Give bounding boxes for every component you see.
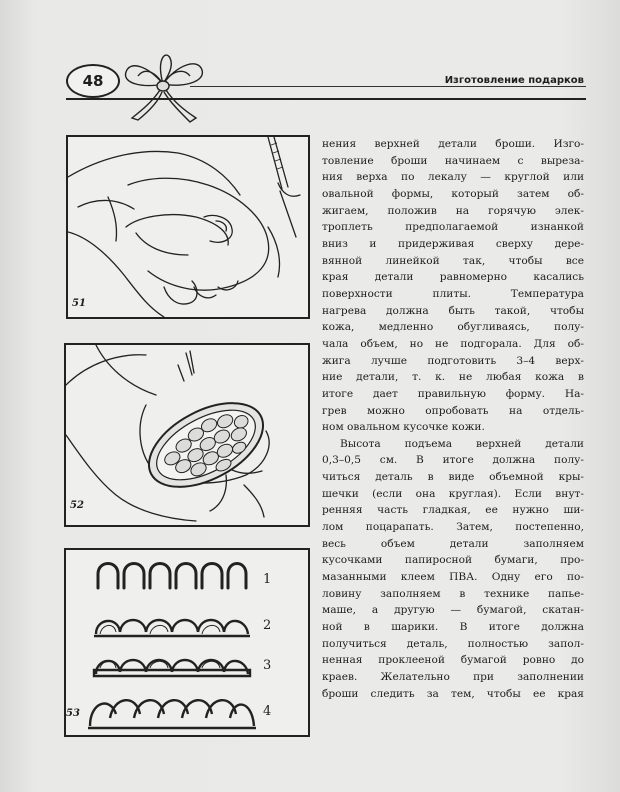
text-line: ной в шарики. В итоге должна — [322, 621, 584, 634]
text-line: лом поцарапать. Затем, постепенно, — [322, 521, 584, 534]
text-line: края детали равномерно касались — [322, 271, 584, 284]
text-line: чала объем, но не подгорала. Для об- — [322, 337, 584, 350]
text-line: шечки (если она круглая). Если внут- — [322, 487, 584, 500]
text-line: ние детали, т. к. не любая кожа в — [322, 371, 584, 384]
text-line: читься деталь в виде объемной кры- — [322, 471, 584, 484]
text-line: жигаем, положив на горячую элек- — [322, 204, 584, 217]
text-line: Высота подъема верхней детали — [340, 437, 584, 450]
text-line: грев можно опробовать на отдель- — [322, 404, 584, 417]
arch-stages-illustration — [66, 550, 308, 735]
text-line: товление броши начинаем с вырезa- — [322, 154, 584, 167]
text-line: ловину заполняем в технике папье- — [322, 587, 584, 600]
hand-holding-brooch-illustration — [66, 345, 308, 525]
text-line: вянной линейкой так, чтобы все — [322, 254, 584, 267]
figure-53-row-1-number: 1 — [263, 572, 272, 587]
page-number: 48 — [82, 72, 104, 90]
text-line: кусочками папиросной бумаги, про- — [322, 554, 584, 567]
figure-53-row-4-number: 4 — [263, 704, 272, 719]
text-line: маше, а другую — бумагой, скатан- — [322, 604, 584, 617]
figure-51 — [66, 135, 310, 319]
text-line: краев. Желательно при заполнении — [322, 671, 584, 683]
figure-53 — [64, 548, 310, 737]
text-line: получиться деталь, полностью запол- — [322, 637, 584, 650]
figure-52 — [64, 343, 310, 527]
header-rule-thin — [190, 86, 586, 87]
hand-holding-leather-illustration — [68, 137, 308, 317]
ribbon-bow-icon — [108, 46, 218, 126]
text-line: ненная проклееной бумагой ровно до — [322, 654, 584, 667]
text-line: вниз и придерживая сверху дере- — [322, 237, 584, 250]
body-text-column — [322, 136, 584, 702]
text-line: нагрева должна быть такой, чтобы — [322, 304, 584, 317]
text-line: итоге дает правильную форму. На- — [322, 387, 584, 400]
figure-51-label: 51 — [72, 298, 86, 309]
text-line: 0,3–0,5 см. В итоге должна полу- — [322, 454, 584, 467]
figure-53-label: 53 — [66, 708, 80, 719]
figure-53-row-2-number: 2 — [263, 618, 272, 633]
figure-52-label: 52 — [70, 500, 84, 511]
text-line: весь объем детали заполняем — [322, 537, 584, 550]
text-line: ном овальном кусочке кожи. — [322, 421, 485, 434]
text-line: ренняя часть гладкая, ее нужно ши- — [322, 504, 584, 517]
text-line: овальной формы, который затем об- — [322, 187, 584, 200]
text-line: поверхности плиты. Температура — [322, 287, 584, 300]
figure-53-row-3-number: 3 — [263, 658, 272, 673]
text-line: броши следить за тем, чтобы ее края — [322, 687, 584, 700]
text-line: ния верха по лекалу — круглой или — [322, 171, 584, 184]
running-title: Изготовление подарков — [444, 75, 584, 86]
text-line: нения верхней детали броши. Изго- — [322, 138, 584, 150]
text-line: жига лучше подготовить 3–4 верх- — [322, 354, 584, 367]
text-line: троплеть предполагаемой изнанкой — [322, 221, 584, 234]
text-line: мазанными клеем ПВА. Одну его по- — [322, 571, 584, 584]
text-line: кожа, медленно обугливаясь, полу- — [322, 321, 584, 334]
